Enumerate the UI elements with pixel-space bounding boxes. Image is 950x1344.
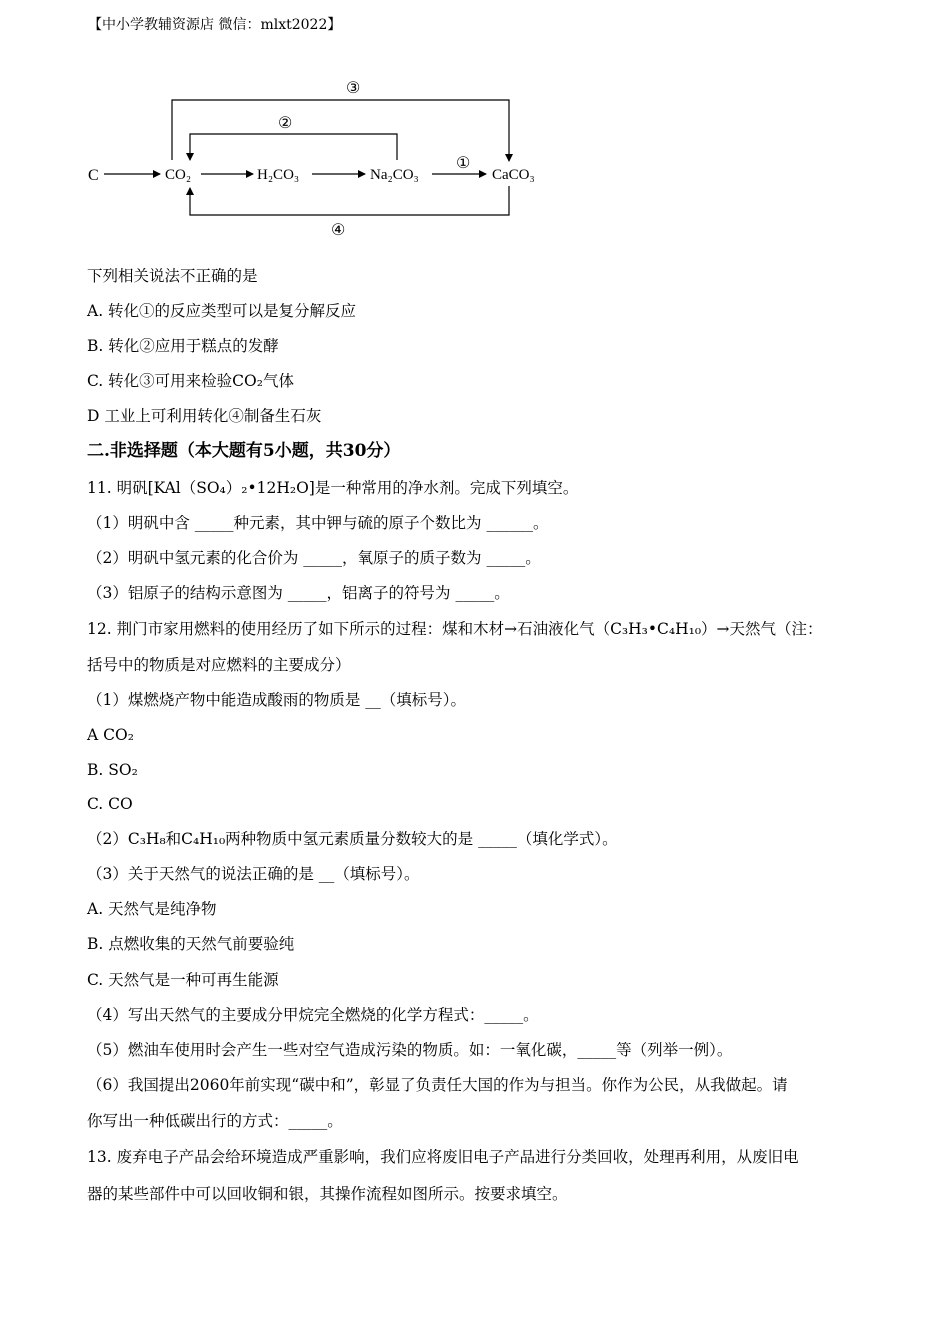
label-three: ③ bbox=[346, 80, 361, 97]
question-prompt: 下列相关说法不正确的是 bbox=[87, 267, 258, 285]
arrow-3-co2-caco3 bbox=[172, 100, 509, 161]
option-a: A. 转化①的反应类型可以是复分解反应 bbox=[87, 302, 357, 320]
q11-part3: （3）铝原子的结构示意图为 _____，铝离子的符号为 _____。 bbox=[87, 584, 510, 602]
q12-part1-option-c: C. CO bbox=[87, 795, 133, 813]
q11-part1: （1）明矾中含 _____种元素，其中钾与硫的原子个数比为 ______。 bbox=[87, 514, 549, 532]
node-co2: CO₂ bbox=[165, 167, 192, 183]
q12-part1: （1）煤燃烧产物中能造成酸雨的物质是 __（填标号）。 bbox=[87, 691, 467, 709]
node-c: C bbox=[88, 167, 99, 184]
q12-part1-option-b: B. SO₂ bbox=[87, 761, 138, 779]
arrow-4-caco3-co2 bbox=[190, 186, 509, 215]
q12-part2: （2）C₃H₈和C₄H₁₀两种物质中氢元素质量分数较大的是 _____（填化学式）。 bbox=[87, 830, 618, 848]
q12-part1-option-a: A CO₂ bbox=[87, 726, 134, 744]
q13-stem-cont: 器的某些部件中可以回收铜和银，其操作流程如图所示。按要求填空。 bbox=[87, 1185, 568, 1203]
node-na2co3: Na₂CO₃ bbox=[370, 167, 419, 183]
page-header: 【中小学教辅资源店 微信：mlxt2022】 bbox=[88, 17, 342, 33]
q11-stem: 11. 明矾[KAl（SO₄）₂•12H₂O]是一种常用的净水剂。完成下列填空。 bbox=[87, 479, 579, 497]
q12-part3-option-a: A. 天然气是纯净物 bbox=[87, 900, 217, 918]
q12-part5: （5）燃油车使用时会产生一些对空气造成污染的物质。如：一氧化碳，_____等（列举一例）。 bbox=[87, 1041, 733, 1059]
q13-stem: 13. 废弃电子产品会给环境造成严重影响，我们应将废旧电子产品进行分类回收，处理再利用，从废旧电 bbox=[87, 1148, 799, 1166]
option-b: B. 转化②应用于糕点的发酵 bbox=[87, 337, 279, 355]
option-d: D 工业上可利用转化④制备生石灰 bbox=[87, 407, 322, 425]
q11-part2: （2）明矾中氢元素的化合价为 _____，氧原子的质子数为 _____。 bbox=[87, 549, 541, 567]
q12-part6: （6）我国提出2060年前实现“碳中和”，彰显了负责任大国的作为与担当。你作为公民，从我做起。请 bbox=[87, 1076, 788, 1094]
conversion-diagram bbox=[80, 72, 560, 247]
q12-part3-option-b: B. 点燃收集的天然气前要验纯 bbox=[87, 935, 295, 953]
q12-stem-cont: 括号中的物质是对应燃料的主要成分） bbox=[87, 656, 351, 674]
node-caco3: CaCO₃ bbox=[492, 167, 535, 183]
arrow-2-na2co3-co2 bbox=[190, 134, 397, 160]
q12-part3-option-c: C. 天然气是一种可再生能源 bbox=[87, 971, 279, 989]
section-heading: 二.非选择题（本大题有5小题，共30分） bbox=[87, 441, 401, 461]
label-two: ② bbox=[278, 115, 293, 132]
option-c: C. 转化③可用来检验CO₂气体 bbox=[87, 372, 294, 390]
q12-part6-cont: 你写出一种低碳出行的方式：_____。 bbox=[87, 1112, 343, 1130]
label-one: ① bbox=[456, 155, 471, 172]
label-four: ④ bbox=[331, 222, 346, 239]
q12-stem: 12. 荆门市家用燃料的使用经历了如下所示的过程：煤和木材→石油液化气（C₃H₃•C₄H₁₀）→天然气（注： bbox=[87, 620, 823, 638]
node-h2co3: H₂CO₃ bbox=[257, 167, 300, 183]
q12-part3: （3）关于天然气的说法正确的是 __（填标号）。 bbox=[87, 865, 420, 883]
q12-part4: （4）写出天然气的主要成分甲烷完全燃烧的化学方程式：_____。 bbox=[87, 1006, 539, 1024]
